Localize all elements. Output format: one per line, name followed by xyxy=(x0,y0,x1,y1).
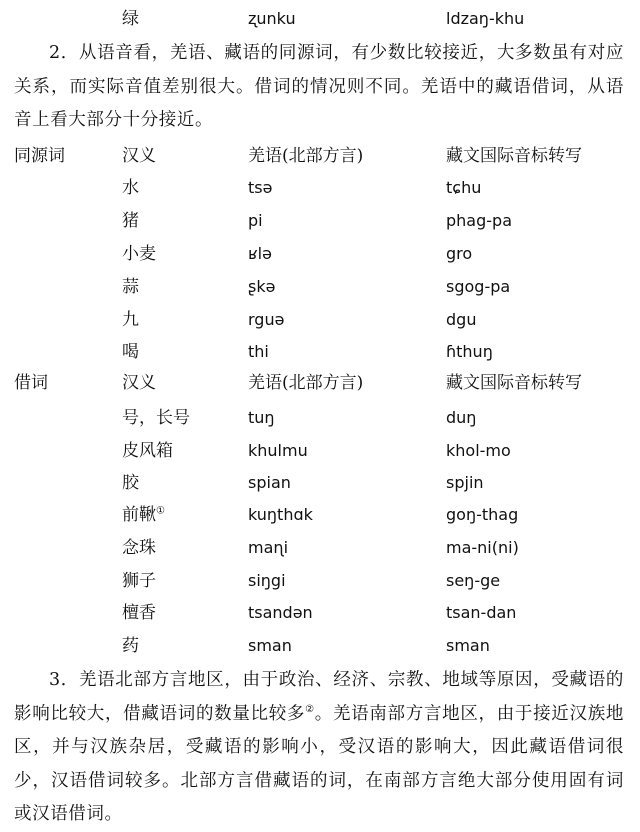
tibetan-form: tɕhu xyxy=(446,178,482,197)
header-tibetan: 藏文国际音标转写 xyxy=(446,373,582,393)
tibetan-form: spjin xyxy=(446,473,484,492)
table-row xyxy=(0,205,640,237)
tibetan-form: gro xyxy=(446,244,473,263)
gloss: 药 xyxy=(122,636,139,656)
tibetan-form: sgog-pa xyxy=(446,277,511,296)
table-row xyxy=(0,565,640,597)
table-row xyxy=(0,172,640,204)
table-row xyxy=(0,271,640,303)
gloss: 前鞦 xyxy=(122,505,156,525)
table-row xyxy=(0,336,640,368)
tibetan-form: dgu xyxy=(446,310,477,329)
gloss: 绿 xyxy=(122,9,139,29)
qiang-form: tsandən xyxy=(248,603,313,622)
cognates-header xyxy=(0,140,640,172)
gloss: 号，长号 xyxy=(122,408,190,428)
paragraph-3-part-a: 3．羌语北部方言地区，由于政治、经济、宗教、地域等原因，受藏语的影响比较大，借藏语词的数量比较多 xyxy=(14,670,624,724)
gloss: 狮子 xyxy=(122,571,156,591)
gloss-with-note xyxy=(122,499,165,531)
tibetan-form: phag-pa xyxy=(446,211,512,230)
table-row xyxy=(0,597,640,629)
header-qiang: 羌语(北部方言) xyxy=(248,373,364,393)
table-row xyxy=(0,630,640,662)
gloss: 水 xyxy=(122,178,139,198)
gloss: 蒜 xyxy=(122,277,139,297)
qiang-form: pi xyxy=(248,211,263,230)
qiang-form: maɳi xyxy=(248,538,289,557)
gloss: 猪 xyxy=(122,211,139,231)
loans-label: 借词 xyxy=(14,373,48,393)
footnote-marker: ① xyxy=(156,505,165,517)
cognates-label: 同源词 xyxy=(14,146,65,166)
qiang-form: tsə xyxy=(248,178,273,197)
tibetan-form: duŋ xyxy=(446,408,477,427)
tibetan-form: khol-mo xyxy=(446,441,511,460)
gloss: 念珠 xyxy=(122,538,156,558)
qiang-form: sman xyxy=(248,636,292,655)
header-gloss: 汉义 xyxy=(122,373,156,393)
header-tibetan: 藏文国际音标转写 xyxy=(446,146,582,166)
table-row xyxy=(0,238,640,270)
gloss: 檀香 xyxy=(122,603,156,623)
gloss: 小麦 xyxy=(122,244,156,264)
qiang-form: ʐunku xyxy=(248,9,296,28)
gloss: 胶 xyxy=(122,473,139,493)
footnote-marker: ② xyxy=(305,703,315,715)
paragraph-2: 2．从语音看，羌语、藏语的同源词，有少数比较接近，大多数虽有对应关系，而实际音值差别很大。借词的情况则不同。羌语中的藏语借词，从语音上看大部分十分接近。 xyxy=(14,43,624,130)
gloss: 九 xyxy=(122,310,139,330)
tibetan-form: tsan-dan xyxy=(446,603,517,622)
qiang-form: thi xyxy=(248,342,269,361)
header-gloss: 汉义 xyxy=(122,146,156,166)
qiang-form: kuŋthɑk xyxy=(248,505,313,524)
tibetan-form: ma-ni(ni) xyxy=(446,538,519,557)
tibetan-form: ɦthuŋ xyxy=(446,342,493,361)
table-row xyxy=(0,499,640,531)
qiang-form: siŋgi xyxy=(248,571,286,590)
table-row xyxy=(0,3,640,35)
paragraph-3-part-b: 。羌语南部方言地区，由于接近汉族地区，并与汉族杂居，受藏语的影响小，受汉语的影响大，因此藏语借词很少，汉语借词较多。北部方言借藏语的词，在南部方言绝大部分使用固有词或汉语借词。 xyxy=(14,703,624,824)
qiang-form: ʁlə xyxy=(248,244,272,263)
table-row xyxy=(0,467,640,499)
table-row xyxy=(0,532,640,564)
qiang-form: rguə xyxy=(248,310,285,329)
tibetan-form: ldzaŋ-khu xyxy=(446,9,525,28)
table-row xyxy=(0,402,640,434)
table-row xyxy=(0,304,640,336)
gloss: 喝 xyxy=(122,342,139,362)
gloss: 皮风箱 xyxy=(122,441,173,461)
qiang-form: tuŋ xyxy=(248,408,275,427)
qiang-form: spian xyxy=(248,473,291,492)
table-row xyxy=(0,435,640,467)
header-qiang: 羌语(北部方言) xyxy=(248,146,364,166)
tibetan-form: seŋ-ge xyxy=(446,571,501,590)
tibetan-form: sman xyxy=(446,636,490,655)
qiang-form: khulmu xyxy=(248,441,308,460)
paragraph-3 xyxy=(14,664,624,832)
qiang-form: ʂkə xyxy=(248,277,276,296)
tibetan-form: goŋ-thag xyxy=(446,505,519,524)
loans-header xyxy=(0,367,640,399)
